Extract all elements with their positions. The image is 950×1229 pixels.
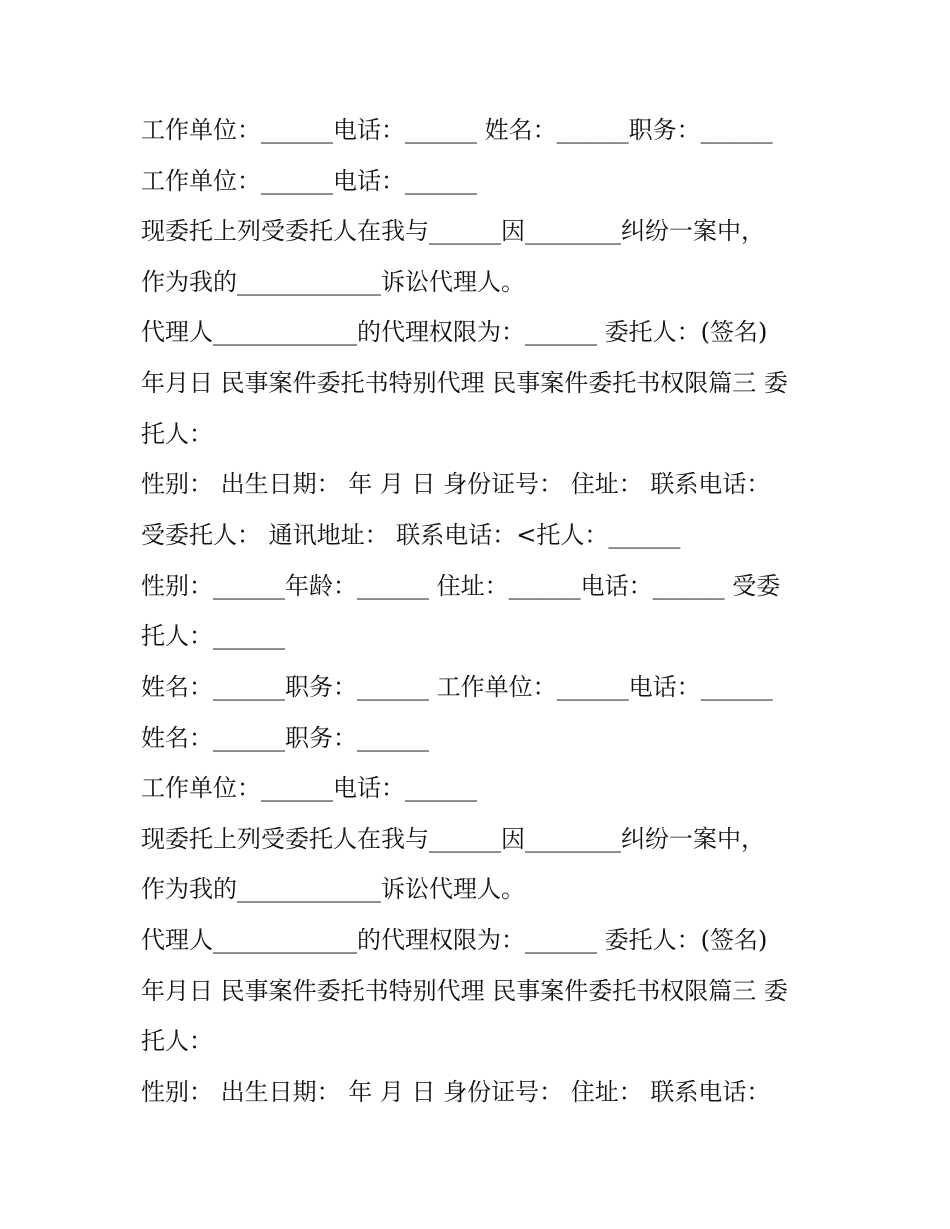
text-line: 年月日 民事案件委托书特别代理 民事案件委托书权限篇三 委 — [141, 369, 788, 397]
text-line: 托人：______ — [141, 622, 285, 650]
text-line: 性别： 出生日期： 年 月 日 身份证号： 住址： 联系电话： — [141, 470, 771, 498]
text-line: 现委托上列受委托人在我与______因________纠纷一案中， — [141, 825, 765, 853]
text-line: 工作单位：______电话：______ — [141, 167, 477, 195]
text-line: 代理人____________的代理权限为：______ 委托人：(签名) — [141, 926, 768, 954]
text-line: 受委托人： 通讯地址： 联系电话：<托人：______ — [141, 521, 681, 549]
text-line: 姓名：______职务：______ — [141, 724, 429, 752]
text-line: 工作单位：______电话：______ 姓名：______职务：______ — [141, 116, 773, 144]
text-line: 年月日 民事案件委托书特别代理 民事案件委托书权限篇三 委 — [141, 977, 788, 1005]
text-line: 作为我的____________诉讼代理人。 — [141, 268, 525, 296]
text-line: 姓名：______职务：______ 工作单位：______电话：______ — [141, 673, 773, 701]
text-line: 性别：______年龄：______ 住址：______电话：______ 受委 — [141, 572, 781, 600]
text-line: 作为我的____________诉讼代理人。 — [141, 875, 525, 903]
text-line: 性别： 出生日期： 年 月 日 身份证号： 住址： 联系电话： — [141, 1078, 771, 1106]
text-line: 托人： — [141, 420, 213, 448]
text-line: 代理人____________的代理权限为：______ 委托人：(签名) — [141, 318, 768, 346]
text-line: 现委托上列受委托人在我与______因________纠纷一案中， — [141, 217, 765, 245]
text-line: 托人： — [141, 1027, 213, 1055]
text-line: 工作单位：______电话：______ — [141, 774, 477, 802]
